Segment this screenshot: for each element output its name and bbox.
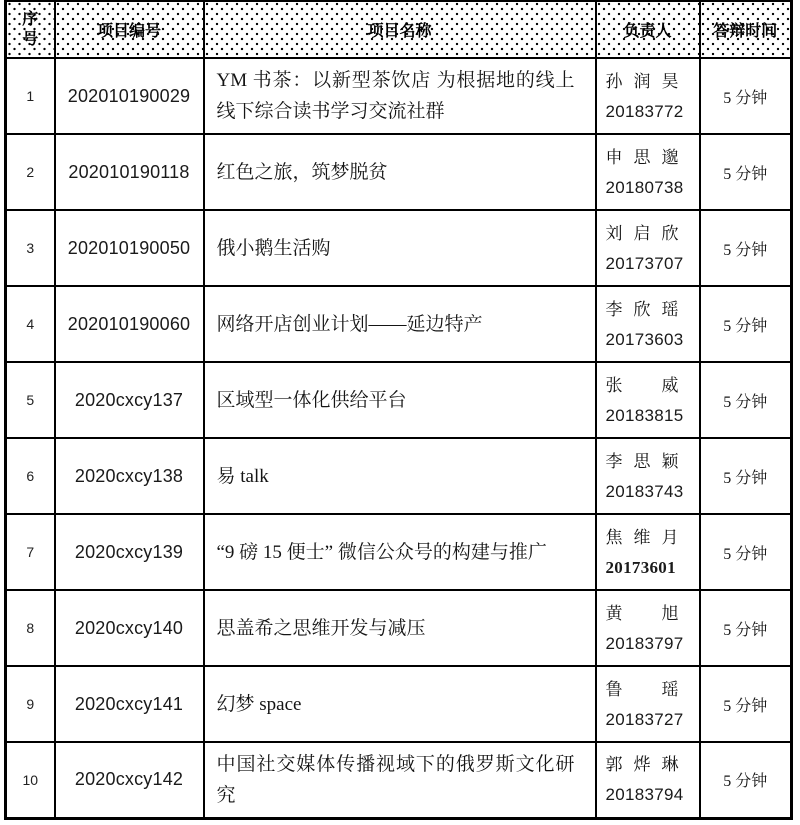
project-name-cell: 区域型一体化供给平台 <box>204 362 596 438</box>
project-code-cell: 2020cxcy142 <box>55 742 204 818</box>
leader-name: 郭烨琳 <box>605 755 679 775</box>
project-name-cell: 易 talk <box>204 438 596 514</box>
defense-time-cell: 5 分钟 <box>700 58 792 134</box>
project-name-cell: 红色之旅，筑梦脱贫 <box>204 134 596 210</box>
leader-name: 李欣瑶 <box>605 299 679 319</box>
leader-name: 孙润昊 <box>605 71 679 91</box>
leader-student-id: 20183815 <box>605 405 684 425</box>
leader-name: 焦维月 <box>605 527 679 547</box>
serial-cell: 6 <box>6 438 55 514</box>
project-name-cell: 中国社交媒体传播视域下的俄罗斯文化研究 <box>204 742 596 818</box>
leader-name: 李思颖 <box>605 451 679 471</box>
project-name-cell: 思盖希之思维开发与减压 <box>204 590 596 666</box>
table-header <box>6 1 792 58</box>
table-row <box>6 58 792 134</box>
header-project-name: 项目名称 <box>204 1 596 58</box>
leader-cell <box>596 210 700 286</box>
leader-cell <box>596 514 700 590</box>
leader-cell <box>596 438 700 514</box>
serial-cell: 5 <box>6 362 55 438</box>
leader-name: 黄旭 <box>605 603 679 623</box>
leader-student-id: 20173707 <box>605 253 684 273</box>
defense-time-cell: 5 分钟 <box>700 210 792 286</box>
leader-cell <box>596 590 700 666</box>
leader-cell <box>596 742 700 818</box>
table-row <box>6 514 792 590</box>
serial-cell: 10 <box>6 742 55 818</box>
table-row <box>6 742 792 818</box>
leader-student-id: 20183727 <box>605 709 684 729</box>
leader-student-id: 20180738 <box>605 177 684 197</box>
project-name-cell: 网络开店创业计划——延边特产 <box>204 286 596 362</box>
leader-student-id: 20173601 <box>605 557 676 577</box>
header-leader: 负责人 <box>596 1 700 58</box>
table-row <box>6 590 792 666</box>
project-code-cell: 202010190029 <box>55 58 204 134</box>
leader-student-id: 20183772 <box>605 101 684 121</box>
serial-cell: 8 <box>6 590 55 666</box>
defense-time-cell: 5 分钟 <box>700 742 792 818</box>
project-code-cell: 2020cxcy138 <box>55 438 204 514</box>
header-row <box>6 1 792 58</box>
defense-time-cell: 5 分钟 <box>700 438 792 514</box>
project-code-cell: 2020cxcy137 <box>55 362 204 438</box>
leader-student-id: 20183797 <box>605 633 684 653</box>
table-row <box>6 666 792 742</box>
defense-time-cell: 5 分钟 <box>700 590 792 666</box>
header-defense-time: 答辩时间 <box>700 1 792 58</box>
defense-schedule-table <box>4 0 793 820</box>
table-row <box>6 362 792 438</box>
leader-student-id: 20173603 <box>605 329 684 349</box>
defense-time-cell: 5 分钟 <box>700 286 792 362</box>
project-name-cell: 幻梦 space <box>204 666 596 742</box>
serial-cell: 3 <box>6 210 55 286</box>
defense-time-cell: 5 分钟 <box>700 362 792 438</box>
table-row <box>6 210 792 286</box>
leader-student-id: 20183794 <box>605 785 684 805</box>
defense-time-cell: 5 分钟 <box>700 514 792 590</box>
project-code-cell: 2020cxcy139 <box>55 514 204 590</box>
leader-name: 申思邈 <box>605 147 679 167</box>
project-code-cell: 202010190060 <box>55 286 204 362</box>
defense-time-cell: 5 分钟 <box>700 134 792 210</box>
project-code-cell: 202010190050 <box>55 210 204 286</box>
leader-student-id: 20183743 <box>605 481 684 501</box>
leader-cell <box>596 58 700 134</box>
header-project-code: 项目编号 <box>55 1 204 58</box>
serial-cell: 1 <box>6 58 55 134</box>
project-code-cell: 2020cxcy140 <box>55 590 204 666</box>
header-serial <box>6 1 55 58</box>
project-name-cell: “9 磅 15 便士” 微信公众号的构建与推广 <box>204 514 596 590</box>
project-code-cell: 2020cxcy141 <box>55 666 204 742</box>
leader-cell <box>596 666 700 742</box>
table-row <box>6 286 792 362</box>
serial-cell: 9 <box>6 666 55 742</box>
serial-cell: 4 <box>6 286 55 362</box>
table-row <box>6 134 792 210</box>
serial-cell: 7 <box>6 514 55 590</box>
header-serial-label: 序号 <box>22 10 39 48</box>
serial-cell: 2 <box>6 134 55 210</box>
table-body <box>6 58 792 818</box>
leader-cell <box>596 362 700 438</box>
leader-name: 鲁瑶 <box>605 679 679 699</box>
leader-name: 刘启欣 <box>605 223 679 243</box>
leader-cell <box>596 286 700 362</box>
project-code-cell: 202010190118 <box>55 134 204 210</box>
leader-cell <box>596 134 700 210</box>
project-name-cell: YM 书茶：以新型茶饮店 为根据地的线上线下综合读书学习交流社群 <box>204 58 596 134</box>
defense-time-cell: 5 分钟 <box>700 666 792 742</box>
project-name-cell: 俄小鹅生活购 <box>204 210 596 286</box>
table-row <box>6 438 792 514</box>
leader-name: 张威 <box>605 375 679 395</box>
